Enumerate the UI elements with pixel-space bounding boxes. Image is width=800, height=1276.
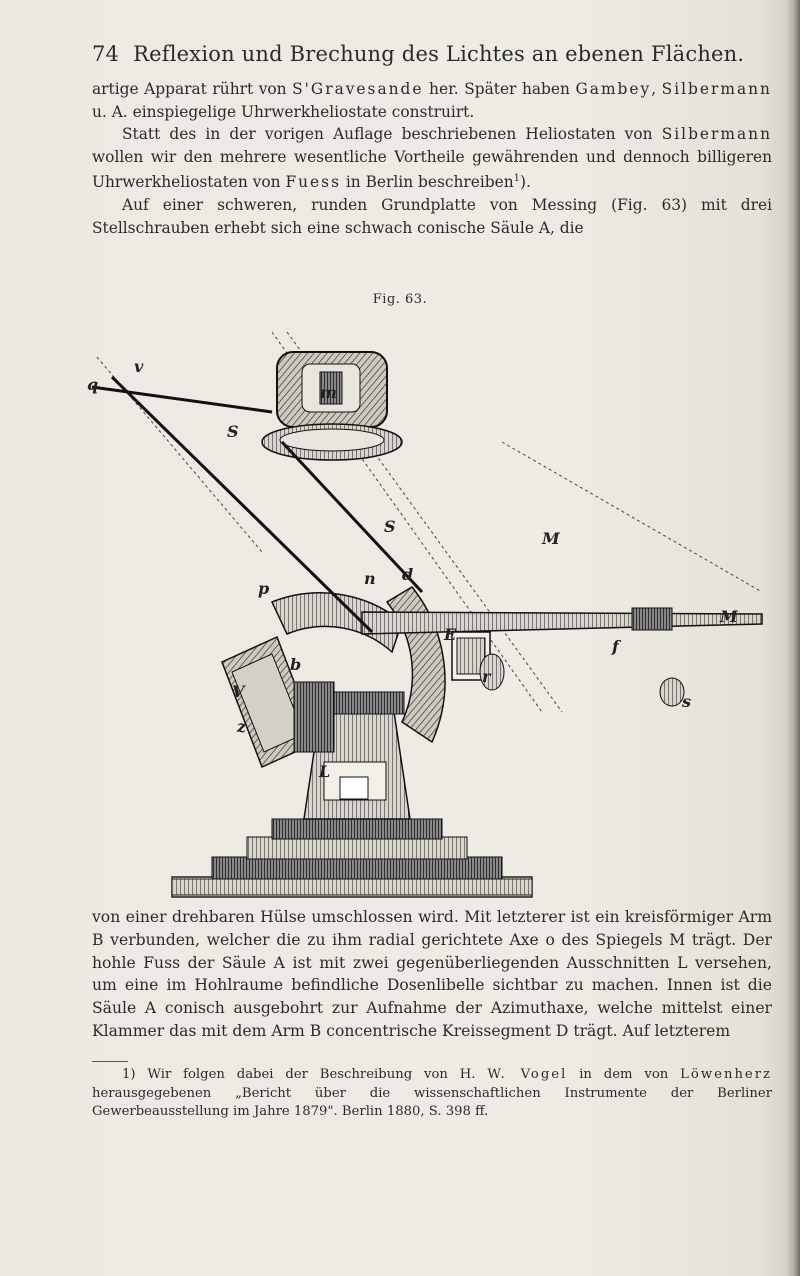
base-plate	[172, 819, 532, 897]
label-L: L	[319, 762, 331, 781]
footnote-text-c: herausgegebenen „Bericht über die wissenschaftlichen Instrumente der Berliner Gewerbeausstellung im Jahre 1879". Berlin 1880, S. 398 ff.	[92, 1085, 772, 1120]
top-text-block	[92, 78, 772, 239]
label-r: r	[482, 667, 491, 686]
footnote-text-a: ) Wir folgen dabei der Beschreibung von H.	[130, 1067, 488, 1082]
running-title: Reflexion und Brechung des Lichtes an ebenen Flächen.	[133, 42, 745, 66]
paragraph-4: von einer drehbaren Hülse umschlossen wird. Mit letzterer ist ein kreisförmiger Arm B verbunden, welcher die zu ihm radial gerichtete Axe o des Spiegels M trägt. Der hohle Fuss der Säule A ist mit zwei gegenüberliegenden Ausschnitten L versehen, um eine im Hohlraume befindliche Dosenlibelle sichtbar zu machen. Innen ist die Säule A conisch ausgebohrt zur Aufnahme der Azimuthaxe, welche mittelst einer Klammer das mit dem Arm B concentrische Kreissegment D trägt. Auf letzterem	[92, 908, 772, 1040]
name-fuess: Fuess	[285, 173, 341, 192]
footnote-rule	[92, 1061, 128, 1062]
label-s-upper: S	[227, 422, 239, 441]
p1-text-d: u. A. einspiegelige Uhrwerkheliostate construirt.	[92, 102, 475, 121]
label-p: p	[258, 579, 270, 598]
footnote-reference: 1	[513, 173, 521, 185]
page-edge-shadow	[786, 0, 800, 1276]
label-d: d	[402, 565, 414, 584]
figure-caption: Fig. 63.	[372, 292, 428, 307]
label-E: E	[444, 625, 457, 644]
label-m: m	[320, 383, 337, 402]
label-n: n	[364, 569, 376, 588]
name-sgravesande: S'Gravesande	[292, 80, 424, 98]
p1-text-c: ,	[651, 80, 662, 98]
footnote-marker: 1	[122, 1067, 131, 1082]
name-loewenherz: Löwenherz	[680, 1067, 772, 1082]
label-b: b	[290, 655, 302, 674]
page-number: 74	[92, 42, 120, 66]
name-silbermann: Silbermann	[661, 80, 772, 98]
label-S: S	[384, 517, 396, 536]
name-gambey: Gambey	[575, 80, 652, 98]
label-v: v	[134, 357, 144, 376]
p2-text-a: Statt des in der vorigen Auflage beschriebenen Heliostaten von	[122, 125, 662, 144]
p1-text-b: her. Später haben	[423, 80, 576, 98]
label-f: f	[612, 637, 619, 656]
label-M-right: M	[720, 607, 738, 626]
footnote-text-b: in dem von	[567, 1067, 681, 1082]
label-q: q	[87, 375, 99, 394]
clockwork-box	[222, 637, 334, 767]
label-z: z	[237, 717, 247, 736]
paragraph-1	[92, 78, 772, 123]
name-w-vogel: W. Vogel	[487, 1067, 568, 1082]
p2-text-b: wollen wir den mehrere wesentliche Vortheile gewährenden und dennoch billigeren Uhrwerkheliostaten von	[92, 147, 772, 192]
name-silbermann-2: Silbermann	[661, 125, 772, 144]
p2-text-d: ).	[520, 173, 531, 192]
p1-text-a: artige Apparat rührt von	[92, 80, 293, 98]
label-M: M	[542, 529, 560, 548]
label-V: V	[232, 682, 245, 701]
heliostat-engraving	[72, 322, 772, 902]
footnote	[92, 1066, 772, 1122]
p2-text-c: in Berlin beschreiben	[340, 173, 514, 192]
figure-heliostat	[72, 322, 772, 902]
footnote-text	[92, 1066, 772, 1122]
paragraph-3: Auf einer schweren, runden Grundplatte von Messing (Fig. 63) mit drei Stellschrauben erhebt sich eine schwach conische Säule A, die	[92, 196, 772, 237]
paragraph-2	[92, 123, 772, 194]
running-header	[92, 42, 772, 66]
bottom-text-block	[92, 906, 772, 1043]
label-s-right: s	[682, 692, 692, 711]
